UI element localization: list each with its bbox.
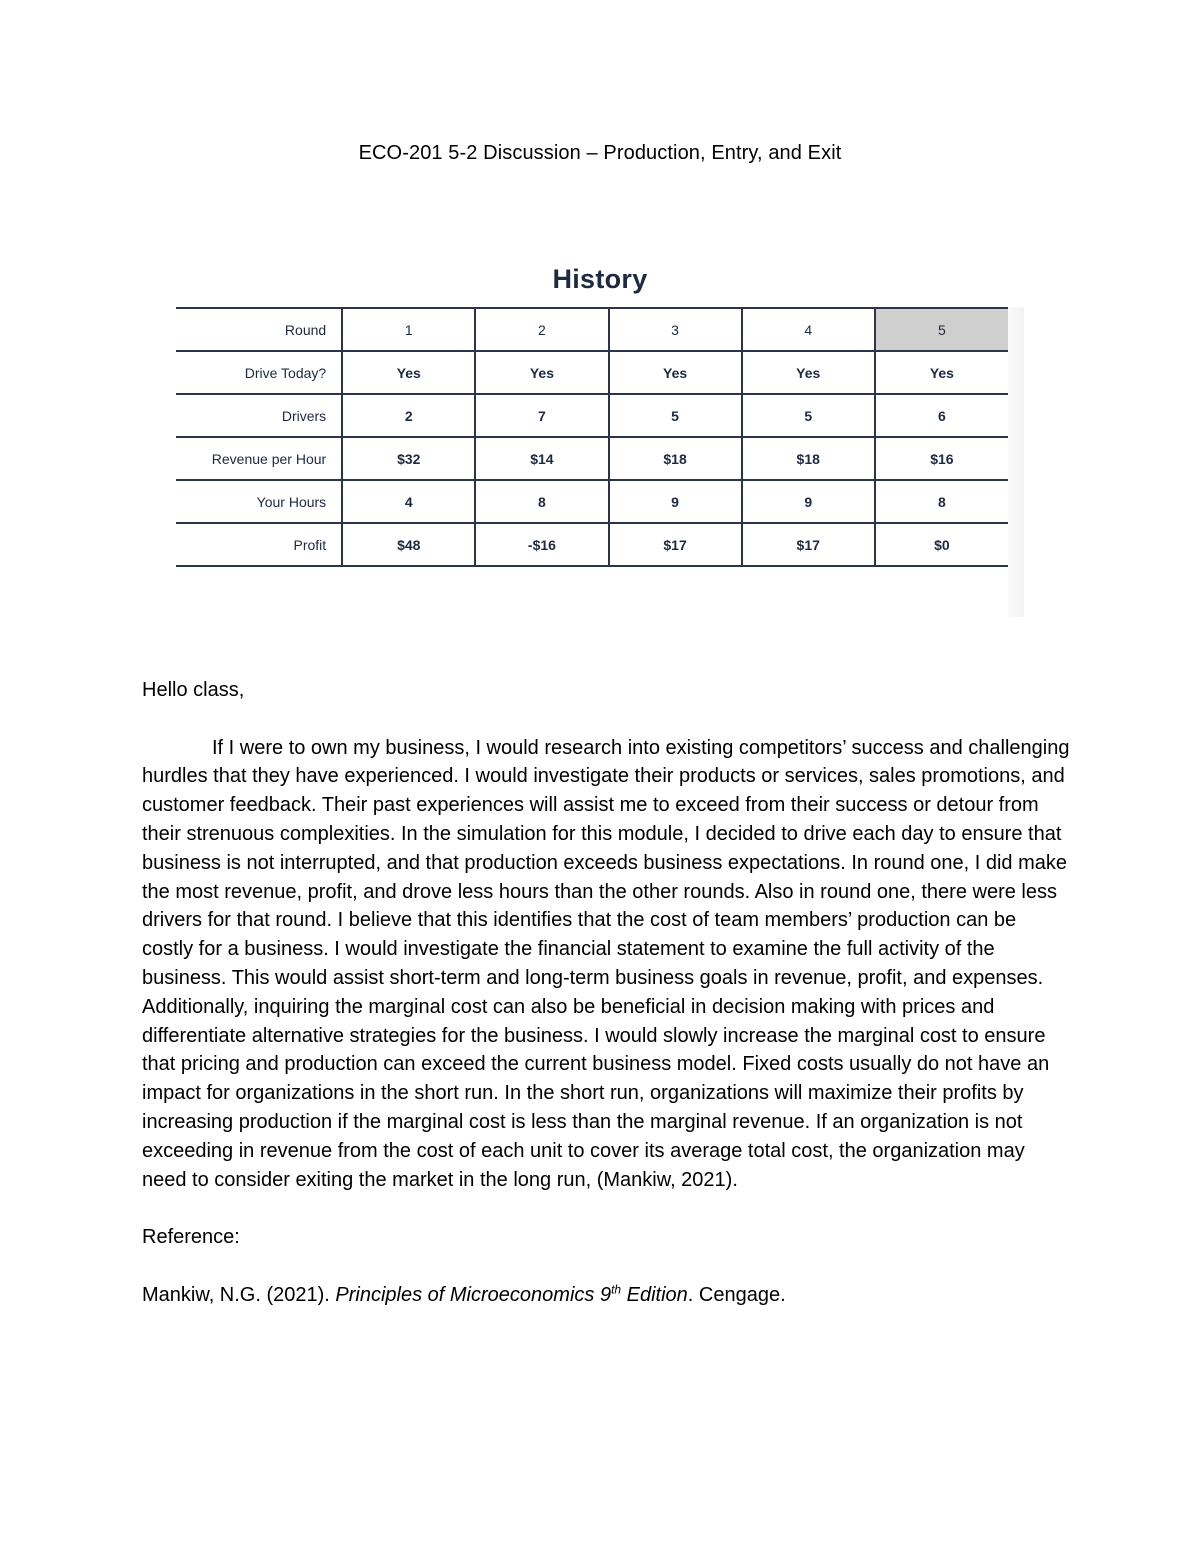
round-header-5-current: 5 xyxy=(875,308,1008,351)
round-header-4: 4 xyxy=(742,308,875,351)
history-table xyxy=(176,307,1008,567)
row-label-profit: Profit xyxy=(176,523,342,566)
table-cell: $17 xyxy=(609,523,742,566)
table-cell: $17 xyxy=(742,523,875,566)
reference-publisher: . Cengage. xyxy=(687,1283,786,1306)
round-header-1: 1 xyxy=(342,308,475,351)
table-cell: 5 xyxy=(609,394,742,437)
table-cell: 5 xyxy=(742,394,875,437)
table-cell: 6 xyxy=(875,394,1008,437)
table-cell: -$16 xyxy=(475,523,608,566)
table-cell: $16 xyxy=(875,437,1008,480)
round-header-3: 3 xyxy=(609,308,742,351)
table-row-profit xyxy=(176,523,1008,566)
table-row-round xyxy=(176,308,1008,351)
table-cell: $0 xyxy=(875,523,1008,566)
history-panel-edge xyxy=(1008,307,1024,617)
table-cell: $48 xyxy=(342,523,475,566)
history-title: History xyxy=(552,264,648,294)
table-cell: 7 xyxy=(475,394,608,437)
table-cell: Yes xyxy=(342,351,475,394)
table-row-drivers xyxy=(176,394,1008,437)
table-cell: 9 xyxy=(609,480,742,523)
discussion-post xyxy=(142,676,1072,1310)
table-cell: Yes xyxy=(475,351,608,394)
reference-heading: Reference: xyxy=(142,1226,240,1249)
row-label-revenue-per-hour: Revenue per Hour xyxy=(176,437,342,480)
row-label-round: Round xyxy=(176,308,342,351)
table-cell: 4 xyxy=(342,480,475,523)
table-cell: 8 xyxy=(875,480,1008,523)
round-header-2: 2 xyxy=(475,308,608,351)
table-row-drive-today xyxy=(176,351,1008,394)
table-cell: Yes xyxy=(875,351,1008,394)
table-cell: $18 xyxy=(742,437,875,480)
reference-book-title: Principles of Microeconomics 9th Edition xyxy=(335,1282,688,1306)
greeting: Hello class, xyxy=(142,679,245,701)
table-row-your-hours xyxy=(176,480,1008,523)
history-panel xyxy=(176,262,1024,617)
reference-superscript: th xyxy=(611,1282,622,1297)
table-cell: Yes xyxy=(742,351,875,394)
table-cell: 2 xyxy=(342,394,475,437)
document-title: ECO-201 5-2 Discussion – Production, Entry, and Exit xyxy=(358,142,842,164)
row-label-drive-today: Drive Today? xyxy=(176,351,342,394)
post-paragraph: If I were to own my business, I would research into existing competitors’ success and challenging hurdles that they have experienced. I would investigate their products or services, sales promotions, and customer feedback. Their past experiences will assist me to exceed from their success or detour from their strenuous complexities. In the simulation for this module, I decided to drive each day to ensure that business is not interrupted, and that production exceeds business expectations. In round one, I did make the most revenue, profit, and drove less hours than the other rounds. Also in round one, there were less drivers for that round. I believe that this identifies that the cost of team members’ production can be costly for a business. I would investigate the financial statement to examine the full activity of the business. This would assist short-term and long-term business goals in revenue, profit, and expenses. Additionally, inquiring the marginal cost can also be beneficial in decision making with prices and differentiate alternative strategies for the business. I would slowly increase the marginal cost to ensure that pricing and production can exceed the current business model. Fixed costs usually do not have an impact for organizations in the short run. In the short run, organizations will maximize their profits by increasing production if the marginal cost is less than the marginal revenue. If an organization is not exceeding in revenue from the cost of each unit to cover its average total cost, the organization may need to consider exiting the market in the long run, (Mankiw, 2021). xyxy=(142,736,1070,1191)
row-label-drivers: Drivers xyxy=(176,394,342,437)
table-cell: Yes xyxy=(609,351,742,394)
table-cell: $18 xyxy=(609,437,742,480)
reference-author-year: Mankiw, N.G. (2021). xyxy=(142,1283,336,1306)
row-label-your-hours: Your Hours xyxy=(176,480,342,523)
table-cell: $32 xyxy=(342,437,475,480)
reference-entry xyxy=(142,1281,1072,1310)
table-row-revenue-per-hour xyxy=(176,437,1008,480)
table-cell: $14 xyxy=(475,437,608,480)
table-cell: 8 xyxy=(475,480,608,523)
table-cell: 9 xyxy=(742,480,875,523)
